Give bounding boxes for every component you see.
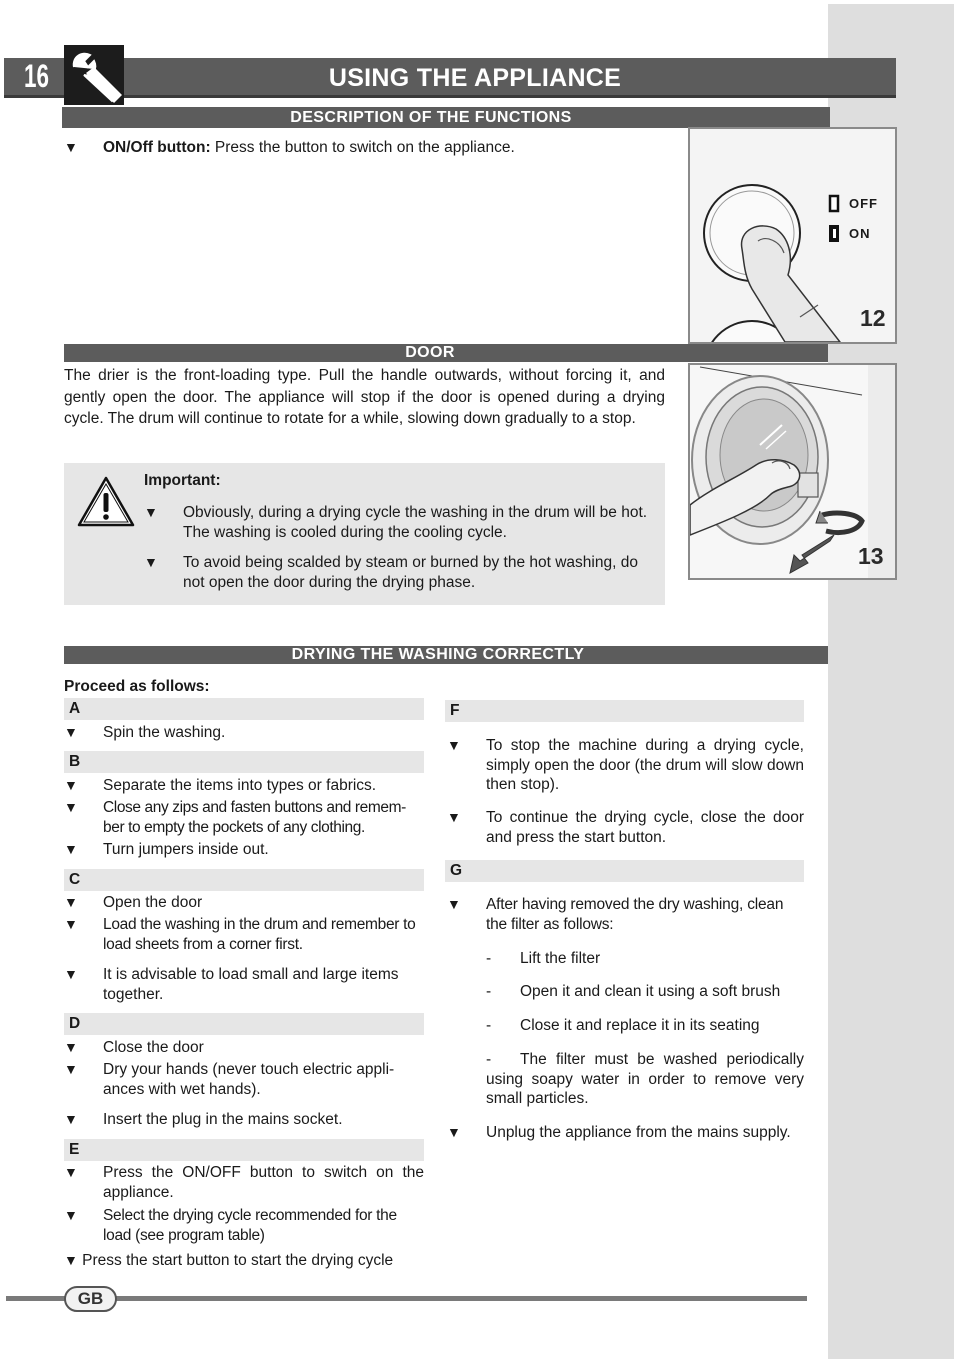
step-label-g: G [445,860,804,882]
step-c-item: ▼ It is advisable to load small and large items together. [64,966,399,1003]
page-number: 16 [24,58,49,94]
section-header-door: DOOR [64,344,828,362]
bullet-icon: ▼ [447,896,461,912]
bullet-icon: ▼ [64,1039,78,1055]
bullet-icon: ▼ [64,777,78,793]
important-item: ▼ To avoid being scalded by steam or burned by the hot washing, do not open the door during the drying phase. [144,554,638,591]
dash-marker: - [486,950,492,967]
bullet-icon: ▼ [64,1111,78,1127]
warning-icon [76,475,136,529]
wrench-icon [64,45,124,105]
language-badge: GB [64,1286,117,1312]
bullet-icon: ▼ [447,809,461,825]
step-label-d: D [64,1013,424,1035]
step-label-c: C [64,869,424,891]
on-label: ON [849,226,871,241]
onoff-button-description [64,138,664,158]
footer-rule [6,1296,807,1301]
step-d-item: ▼ Insert the plug in the mains socket. [64,1111,343,1128]
page-title: USING THE APPLIANCE [328,64,622,92]
step-b-item: ▼ Separate the items into types or fabrics. [64,777,377,794]
step-d-item: ▼ Close the door [64,1039,204,1056]
filter-subitem: - The filter must be washed periodically using soapy water in order to remove very small particles. [486,1051,804,1107]
bullet-icon: ▼ [64,966,78,982]
step-e-item: ▼ Select the drying cycle recommended for the load (see program table) [64,1207,397,1244]
onoff-text: Press the button to switch on the appliance. [210,139,515,156]
dash-marker: - [486,1051,492,1068]
off-label: OFF [849,196,878,211]
step-label-f: F [445,700,804,722]
bullet-icon: ▼ [447,1124,461,1140]
step-f-item: ▼ To continue the drying cycle, close the door and press the start button. [447,809,804,846]
bullet-icon: ▼ [64,916,78,932]
onoff-label: ON/Off button: [103,139,211,156]
step-g-item: ▼ After having removed the dry washing, clean the filter as follows: [447,896,784,933]
step-d-item: ▼ Dry your hands (never touch electric appli- ances with wet hands). [64,1061,395,1098]
step-label-e: E [64,1139,424,1161]
figure-12-power-button [688,127,897,344]
figure-13-door-opening [688,363,897,580]
bullet-icon: ▼ [64,1207,78,1223]
step-f-item: ▼ To stop the machine during a drying cycle, simply open the door (the drum will slow down then stop). [447,737,804,793]
figure-number-13: 13 [858,543,884,569]
bullet-icon: ▼ [64,841,78,857]
step-b-item: ▼ Close any zips and fasten buttons and remem- ber to empty the pockets of any clothing. [64,799,406,836]
bullet-icon: ▼ [64,894,78,910]
filter-subitem: - Open it and clean it using a soft brush [486,983,781,1000]
bullet-icon: ▼ [447,737,461,753]
bullet-icon: ▼ [64,724,78,740]
step-label-a: A [64,698,424,720]
step-c-item: ▼ Load the washing in the drum and remember to load sheets from a corner first. [64,916,416,953]
step-c-item: ▼ Open the door [64,894,203,911]
filter-subitem: - Close it and replace it in its seating [486,1017,760,1034]
important-title: Important: [144,472,221,489]
bullet-icon: ▼ [64,1061,78,1077]
bullet-icon: ▼ [144,554,158,570]
bullet-icon: ▼ [64,1164,78,1180]
door-paragraph: The drier is the front-loading type. Pull the handle outwards, without forcing it, and gently open the door. The appliance will stop if the door is opened during a drying cycle. The drum will continue to rotate for a while, slowing down gradually to a stop. [64,367,665,427]
step-label-b: B [64,751,424,773]
step-b-item: ▼ Turn jumpers inside out. [64,841,269,858]
step-e-item: ▼ Press the start button to start the drying cycle [64,1252,394,1269]
section-header-functions: DESCRIPTION OF THE FUNCTIONS [62,107,830,128]
section-header-drying: DRYING THE WASHING CORRECTLY [64,646,828,664]
figure-number-12: 12 [860,305,886,331]
dash-marker: - [486,1017,492,1034]
bullet-icon: ▼ [64,139,78,155]
drying-intro: Proceed as follows: [64,678,210,695]
bullet-icon: ▼ [144,504,158,520]
bullet-icon: ▼ [64,799,78,815]
dash-marker: - [486,983,492,1000]
step-e-item: ▼ Press the ON/OFF button to switch on the appliance. [64,1164,424,1201]
important-item: ▼ Obviously, during a drying cycle the washing in the drum will be hot. The washing is cooled during the cooling cycle. [144,504,648,541]
bullet-icon: ▼ [64,1252,78,1268]
step-a-item: ▼ Spin the washing. [64,724,226,741]
important-notice-box [64,463,665,605]
step-g-item: ▼ Unplug the appliance from the mains supply. [447,1124,791,1141]
filter-subitem: - Lift the filter [486,950,601,967]
